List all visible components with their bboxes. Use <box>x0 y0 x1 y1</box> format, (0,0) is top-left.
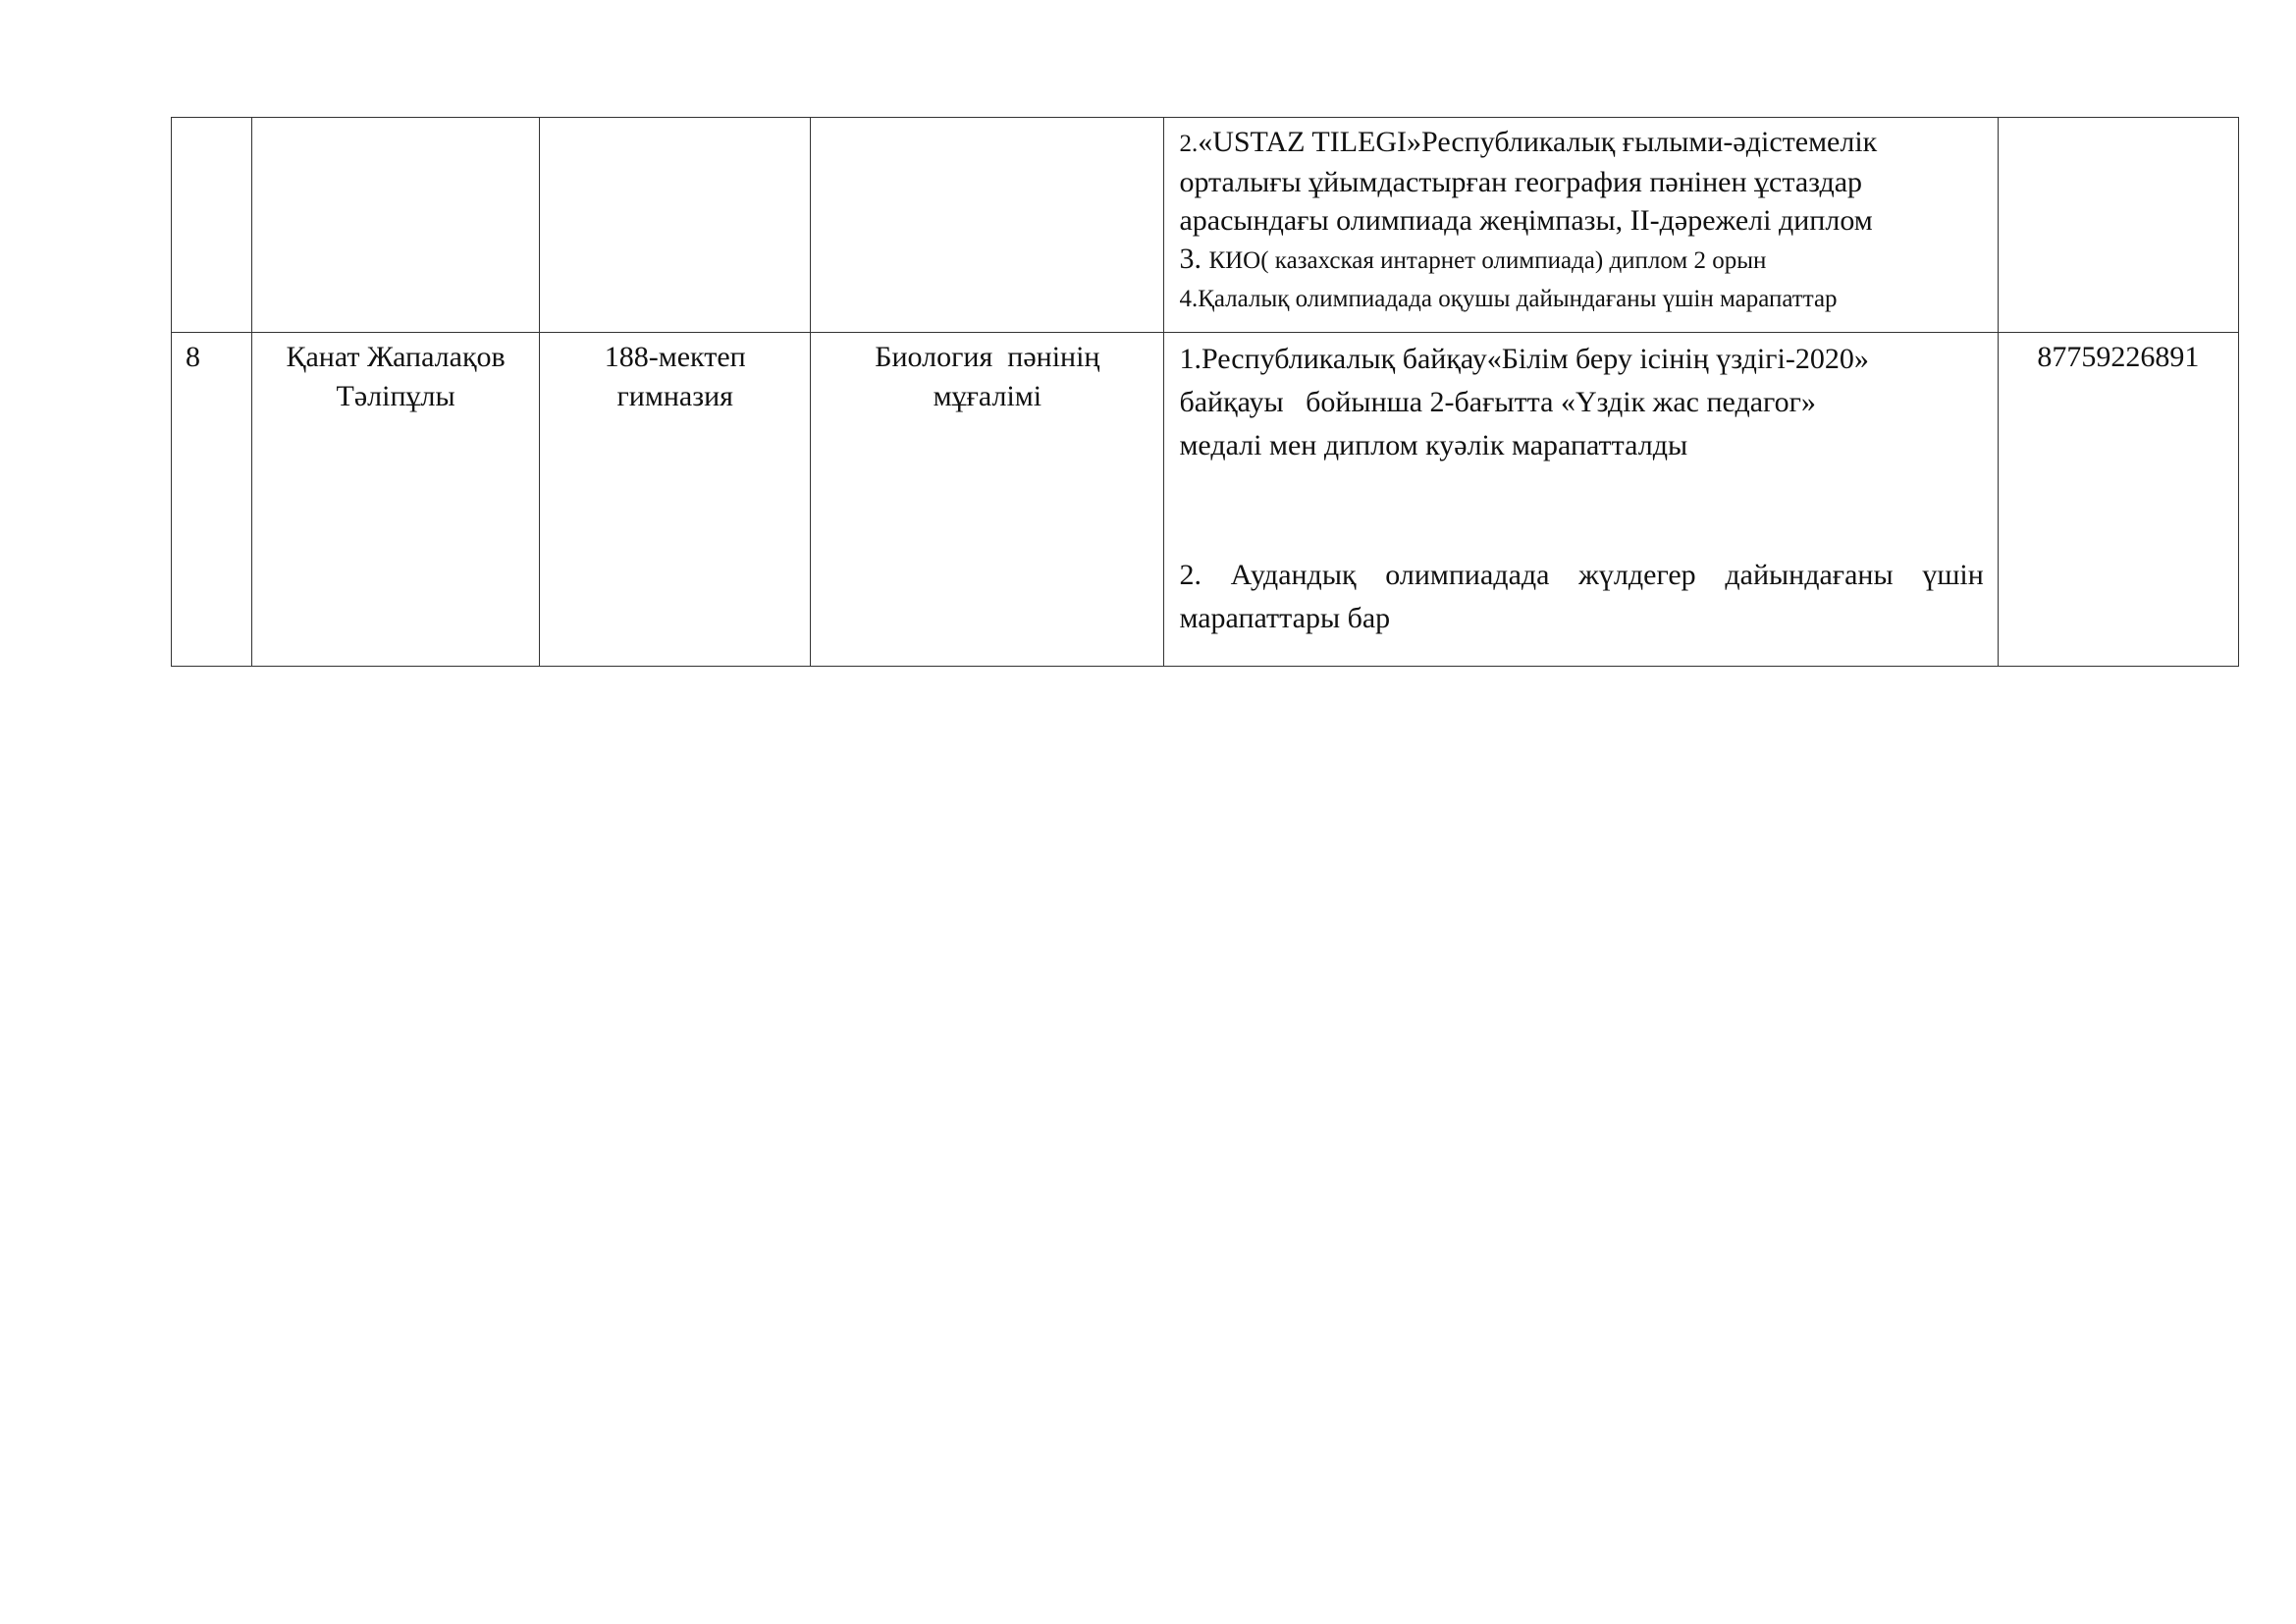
number-cell <box>172 333 252 667</box>
subject-cell <box>811 118 1164 333</box>
subject-cell <box>811 333 1164 667</box>
teacher-name-line-1: Қанат Жапалақов <box>286 341 506 373</box>
achievement-2-line-1: 2. Аудандық олимпиадада жүлдегер дайындағаны үшін <box>1179 559 1984 591</box>
teacher-name-line-2: Тәліпұлы <box>336 380 455 412</box>
achievements-cell <box>1164 333 1998 667</box>
name-cell <box>252 333 540 667</box>
achievement-item-2-line-3: арасындағы олимпиада жеңімпазы, II-дәрежелі диплом <box>1179 204 1873 237</box>
achievement-1-line-1: 1.Республикалық байқау«Білім беру ісінің үздігі-2020» <box>1179 343 1869 375</box>
achievement-item-3: 3. КИО( казахская интарнет олимпиада) диплом 2 орын <box>1179 243 1767 275</box>
achievement-1-line-2: байқауы бойынша 2-бағытта «Үздік жас педагог» <box>1179 386 1816 418</box>
table-row <box>172 333 2239 667</box>
achievements-cell <box>1164 118 1998 333</box>
school-cell <box>540 118 811 333</box>
achievement-2-line-2: марапаттары бар <box>1179 602 1391 634</box>
achievement-1-line-3: медалі мен диплом куәлік марапатталды <box>1179 429 1688 461</box>
subject-line-2: мұғалімі <box>933 380 1042 412</box>
number-cell <box>172 118 252 333</box>
subject-line-1: Биология пәнінің <box>875 341 1100 373</box>
row-number: 8 <box>186 341 200 373</box>
table-row <box>172 118 2239 333</box>
achievement-item-2-line-2: орталығы ұйымдастырған география пәнінен ұстаздар <box>1179 166 1863 198</box>
phone-cell <box>1998 118 2238 333</box>
name-cell <box>252 118 540 333</box>
school-cell <box>540 333 811 667</box>
phone-cell <box>1998 333 2238 667</box>
phone-number: 87759226891 <box>2037 341 2200 373</box>
achievement-item-2-line-1: 2.«USTAZ TILEGI»Республикалық ғылыми-әдістемелік <box>1179 126 1878 158</box>
achievement-item-4: 4.Қалалық олимпиадада оқушы дайындағаны үшін марапаттар <box>1179 286 1838 312</box>
school-line-1: 188-мектеп <box>604 341 746 373</box>
awards-table <box>171 117 2239 667</box>
school-line-2: гимназия <box>616 380 733 412</box>
